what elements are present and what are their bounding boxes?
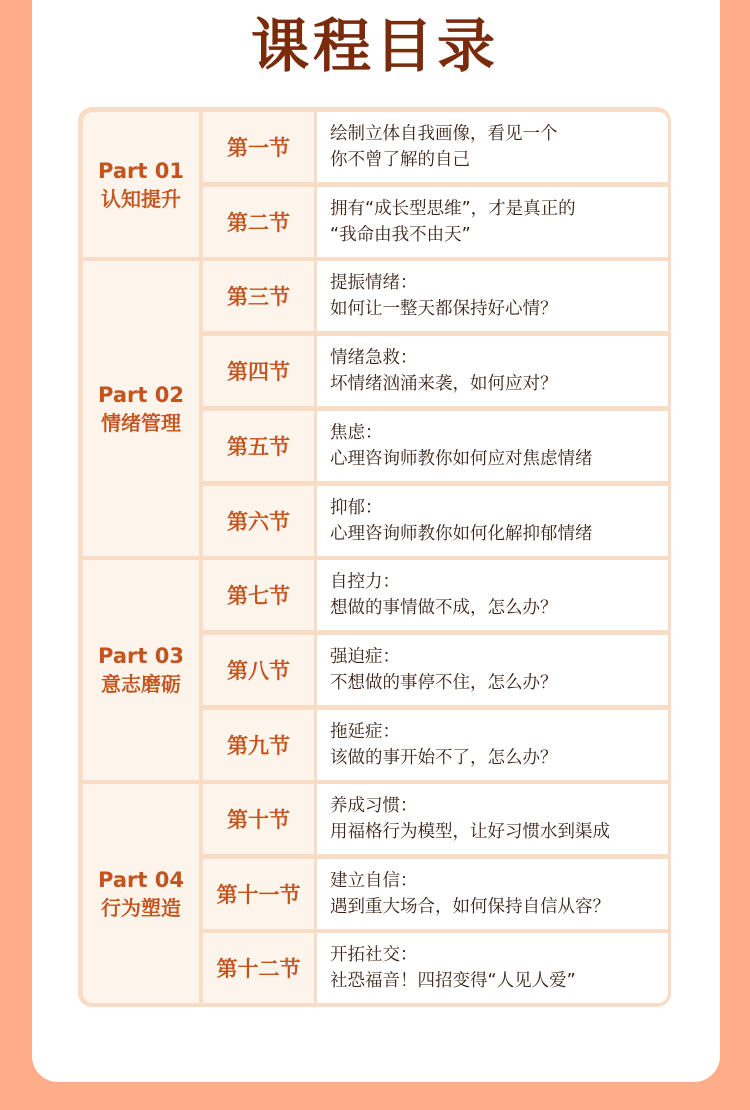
description-line-1: 养成习惯：	[330, 796, 418, 816]
description-line-1: 自控力：	[330, 572, 400, 592]
description-line-2: 坏情绪汹涌来袭，如何应对？	[330, 374, 558, 394]
description-line-2: 你不曾了解的自己	[330, 150, 470, 170]
description-line-2: 不想做的事停不住，怎么办？	[330, 673, 558, 693]
section-label: 第十二节	[203, 933, 314, 1003]
section-description	[317, 112, 668, 182]
description-line-1: 拖延症：	[330, 722, 400, 742]
part-cell-02	[83, 261, 199, 556]
description-line-2: 用福格行为模型，让好习惯水到渠成	[330, 822, 610, 842]
section-label: 第二节	[203, 187, 314, 257]
part-topic: 情绪管理	[101, 410, 181, 435]
description-line-1: 强迫症：	[330, 647, 400, 667]
description-line-1: 提振情绪：	[330, 273, 418, 293]
description-line-1: 建立自信：	[330, 871, 418, 891]
description-line-2: 心理咨询师教你如何应对焦虑情绪	[330, 449, 593, 469]
section-label: 第四节	[203, 336, 314, 406]
page-title: 课程目录	[250, 12, 499, 80]
description-line-2: 该做的事开始不了，怎么办？	[330, 748, 558, 768]
description-line-2: 社恐福音！四招变得“人见人爱”	[330, 971, 576, 991]
part-name: Part 03	[98, 644, 184, 668]
section-description	[317, 336, 668, 406]
section-description	[317, 933, 668, 1003]
part-topic: 意志磨砺	[101, 672, 181, 696]
section-description	[317, 635, 668, 705]
part-name: Part 04	[98, 867, 184, 892]
section-description	[317, 486, 668, 556]
description-line-2: 心理咨询师教你如何化解抑郁情绪	[330, 524, 593, 544]
section-label: 第三节	[203, 261, 314, 331]
section-label: 第九节	[203, 710, 314, 780]
description-line-1: 开拓社交：	[330, 945, 418, 965]
description-line-2: 想做的事情做不成，怎么办？	[330, 598, 558, 618]
section-description	[317, 261, 668, 331]
section-label: 第一节	[203, 112, 314, 182]
description-line-1: 绘制立体自我画像，看见一个	[330, 124, 558, 144]
description-line-1: 拥有“成长型思维”，才是真正的	[330, 199, 576, 219]
section-description	[317, 411, 668, 481]
part-cell-03	[83, 560, 199, 780]
section-label: 第八节	[203, 635, 314, 705]
section-description	[317, 560, 668, 630]
section-label: 第十一节	[203, 859, 314, 929]
section-label: 第七节	[203, 560, 314, 630]
description-line-2: 如何让一整天都保持好心情？	[330, 299, 558, 319]
section-label: 第五节	[203, 411, 314, 481]
part-topic: 行为塑造	[101, 895, 181, 920]
section-description	[317, 859, 668, 929]
description-line-1: 抑郁：	[330, 498, 383, 518]
section-label: 第六节	[203, 486, 314, 556]
part-cell-01	[83, 112, 199, 257]
description-line-2: 遇到重大场合，如何保持自信从容？	[330, 897, 610, 917]
section-description	[317, 187, 668, 257]
section-description	[317, 710, 668, 780]
section-description	[317, 784, 668, 854]
section-label: 第十节	[203, 784, 314, 854]
part-name: Part 01	[98, 158, 184, 183]
description-line-1: 焦虑：	[330, 423, 383, 443]
part-name: Part 02	[98, 382, 184, 407]
description-line-2: “我命由我不由天”	[330, 225, 471, 245]
description-line-1: 情绪急救：	[330, 348, 418, 368]
part-topic: 认知提升	[101, 186, 181, 211]
part-cell-04	[83, 784, 199, 1003]
